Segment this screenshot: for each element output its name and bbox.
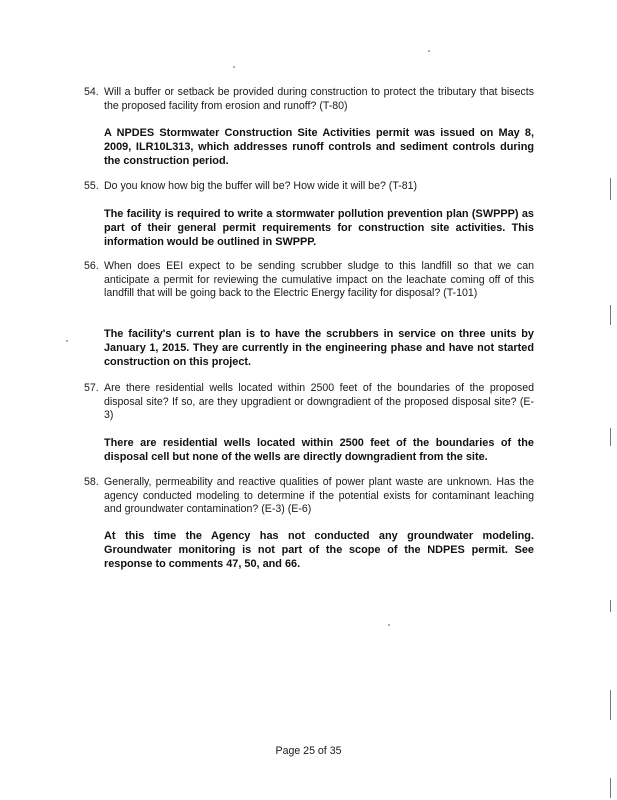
comment-56: [84, 260, 534, 301]
question-text: Do you know how big the buffer will be? How wide it will be? (T-81): [104, 180, 418, 192]
scan-mark: [610, 690, 611, 720]
scan-speck: [66, 340, 68, 342]
question-number: 58.: [84, 476, 99, 488]
question-text: When does EEI expect to be sending scrubber sludge to this landfill so that we can anticipate a permit for reviewing the cumulative impact on the leachate coming off of this landfill that will be going back to the Electric Energy facility for disposal? (T-101): [104, 260, 534, 300]
comment-54: [84, 86, 534, 113]
scan-mark: [610, 428, 611, 446]
scan-mark: [610, 778, 611, 798]
response-58: At this time the Agency has not conducted any groundwater modeling. Groundwater monitoring is not part of the scope of the NDPES permit. See response to comments 47, 50, and 66.: [104, 530, 534, 570]
question: [84, 382, 534, 423]
question: [84, 180, 534, 194]
scan-mark: [610, 600, 611, 612]
question-number: 57.: [84, 382, 99, 394]
response-57: There are residential wells located within 2500 feet of the boundaries of the disposal cell but none of the wells are directly downgradient from the site.: [104, 437, 534, 463]
question: [84, 476, 534, 517]
response-54: A NPDES Stormwater Construction Site Activities permit was issued on May 8, 2009, ILR10L313, which addresses runoff controls and sediment controls during the construction period.: [104, 127, 534, 167]
question-text: Are there residential wells located within 2500 feet of the boundaries of the proposed disposal site? If so, are they upgradient or downgradient of the proposed disposal site? (E-3): [104, 382, 534, 422]
question-number: 56.: [84, 260, 99, 272]
comment-58: [84, 476, 534, 517]
scan-mark: [610, 178, 611, 200]
scan-speck: [428, 50, 430, 52]
scan-mark: [610, 305, 611, 325]
comment-57: [84, 382, 534, 423]
page-number: Page 25 of 35: [275, 745, 342, 757]
question-number: 54.: [84, 86, 99, 98]
question: [84, 260, 534, 301]
response-56: The facility's current plan is to have the scrubbers in service on three units by January 1, 2015. They are currently in the engineering phase and have not started construction on this project.: [104, 328, 534, 368]
question-text: Will a buffer or setback be provided during construction to protect the tributary that bisects the proposed facility from erosion and runoff? (T-80): [104, 86, 534, 112]
scan-speck: [388, 624, 390, 626]
question: [84, 86, 534, 113]
response-55: The facility is required to write a stormwater pollution prevention plan (SWPPP) as part of their general permit requirements for construction site activities. This information would be outlined in SWPPP.: [104, 208, 534, 248]
comment-55: [84, 180, 534, 194]
question-number: 55.: [84, 180, 99, 192]
question-text: Generally, permeability and reactive qualities of power plant waste are unknown. Has the agency conducted modeling to determine if the potential exists for contaminant leaching and groundwater contamination? (E-3) (E-6): [104, 476, 534, 516]
scan-speck: [233, 66, 235, 68]
